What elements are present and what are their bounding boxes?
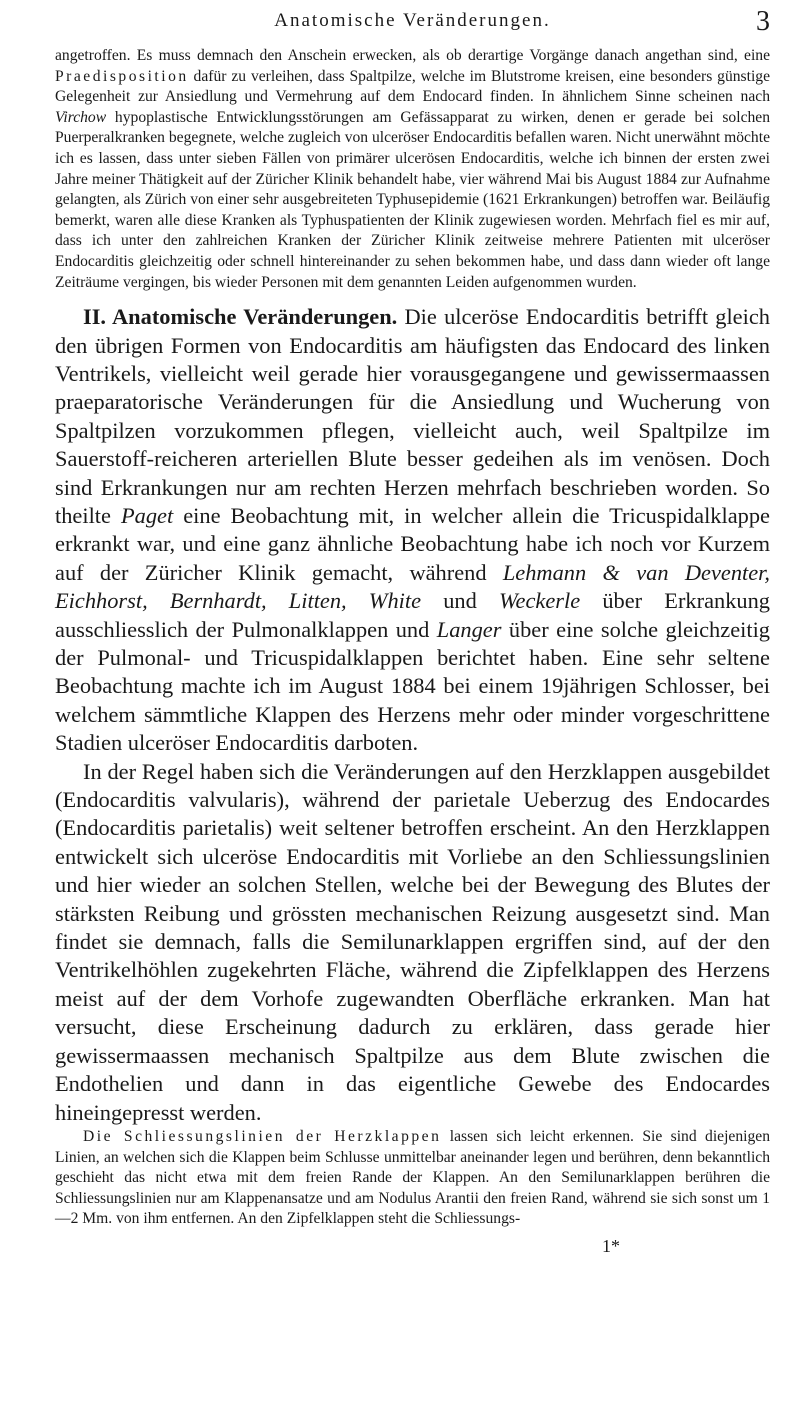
author-list: Lehmann & van Deventer, Eichhorst, Bernhardt, Litten, White (55, 559, 771, 614)
author-virchow: Virchow (55, 108, 107, 126)
running-title: Anatomische Veränderungen. (274, 10, 551, 31)
paragraph-footnote (55, 1127, 770, 1230)
page-number: 3 (756, 6, 770, 37)
text-run: und (421, 588, 499, 614)
paragraph-herzklappen (55, 758, 770, 1127)
text-run: angetroffen. Es muss demnach den Anschein erwecken, als ob derartige Vorgänge danach angethan sind, eine (55, 47, 770, 64)
text-run: lassen sich leicht erkennen. Sie sind diejenigen Linien, an welchen sich die Klappen beim Schlusse unmittelbar aneinander legen und berühren, denn bekanntlich geschieht das nicht etwa mit dem freien Rande der Klappen. An den Semilunarklappen berühren die Schliessungslinien nur am Klappenansatze und am Nodulus Arantii den freien Rand, während sie sich sonst um 1—2 Mm. von ihm entfernen. An den Zipfelklappen steht die Schliessungs- (55, 1127, 770, 1228)
paragraph-section-2 (55, 303, 770, 758)
text-run: eine Beobachtung mit, in welcher allein die Tricuspidalklappe erkrankt war, und eine ganz ähnliche Beobachtung habe ich noch vor Kurzem auf der Züricher Klinik gemacht, während (55, 502, 770, 585)
text-run: hypoplastische Entwicklungsstörungen am Gefässapparat zu wirken, denen er gerade bei solchen Puerperalkranken begegnete, welche zugleich von ulceröser Endocarditis befallen waren. Nicht unerwähnt möchte ich es lassen, dass unter sieben Fällen von primärer ulcerösen Endocarditis, welche ich binnen der ersten zwei Jahre meiner Thätigkeit auf der Züricher Klinik behandelt habe, vier während Mai bis August 1884 zur Aufnahme gelangten, als Zürich von einer sehr ausgebreiteten Typhusepidemie (1621 Erkrankungen) betroffen war. Beiläufig bemerkt, waren alle diese Kranken als Typhuspatienten der Klinik zugewiesen worden. Mehrfach fiel es mir auf, dass ich unter den zahlreichen Kranken der Züricher Klinik zeitweise mehrere Patienten mit ulceröser Endocarditis gleichzeitig oder schnell hintereinander zu sehen bekommen habe, und dass dann wieder oft lange Zeiträume vergingen, bis wieder Personen mit dem genannten Leiden aufgenommen wurden. (55, 108, 770, 291)
text-run: über Erkrankung ausschliesslich der Pulmonalklappen und (55, 588, 770, 642)
author-paget: Paget (120, 502, 174, 528)
text-run: über eine solche gleichzeitig der Pulmonal- und Tricuspidalklappen berichtet haben. Eine sehr seltene Beobachtung machte ich im August 1884 bei einem 19jährigen Schlosser, bei welchem sämmtliche Klappen des Herzens mehr oder minder vorgeschrittene Stadien ulceröser Endocarditis darboten. (55, 616, 770, 756)
author-weckerle: Weckerle (498, 588, 581, 614)
text-run: In der Regel haben sich die Veränderungen auf den Herzklappen ausgebildet (Endocarditis valvularis), während der parietale Ueberzug des Endocardes (Endocarditis parietalis) weit seltener betroffen erscheint. An den Herzklappen entwickelt sich ulceröse Endocarditis mit Vorliebe an den Schliessungslinien und hier wieder an solchen Stellen, welche bei der Bewegung des Blutes der stärksten Reibung und grössten mechanischen Reizung ausgesetzt sind. Man findet sie demnach, falls die Semilunarklappen ergriffen sind, auf der den Ventrikelhöhlen zugekehrten Fläche, während die Zipfelklappen des Herzens meist auf der dem Vorhofe zugewandten Oberfläche erkranken. Man hat versucht, diese Erscheinung dadurch zu erklären, dass gerade hier gewissermaassen mechanisch Spaltpilze aus dem Blute zwischen die Endothelien und dann in das eigentliche Gewebe des Endocardes hineingepresst werden. (55, 758, 770, 1125)
author-langer: Langer (436, 616, 502, 642)
running-head (55, 0, 770, 46)
signature-mark: 1* (602, 1235, 620, 1256)
spaced-term-schliessungslinien: Die Schliessungslinien der Herzklappen (83, 1127, 442, 1145)
spaced-term-praedisposition: Praedisposition (55, 67, 189, 85)
text-run: dafür zu verleihen, dass Spaltpilze, welche im Blutstrome kreisen, eine besonders günstige Gelegenheit zur Ansiedlung und Vermehrung auf dem Endocard finden. In ähnlichem Sinne scheinen nach (55, 67, 770, 106)
paragraph-intro (55, 46, 770, 293)
text-run: Die ulceröse Endocarditis betrifft gleich den übrigen Formen von Endocarditis am häufigsten das Endocard des linken Ventrikels, vielleicht weil gerade hier vorausgegangene und gewissermaassen praeparatorische Veränderungen für die Ansiedlung und Wucherung von Spaltpilzen vorzukommen pflegen, vielleicht auch, weil Spaltpilze im Sauerstoff-reicheren arteriellen Blute besser gedeihen als im venösen. Doch sind Erkrankungen nur am rechten Herzen mehrfach beschrieben worden. So theilte (55, 304, 770, 528)
section-heading: II. Anatomische Veränderungen. (83, 304, 398, 330)
